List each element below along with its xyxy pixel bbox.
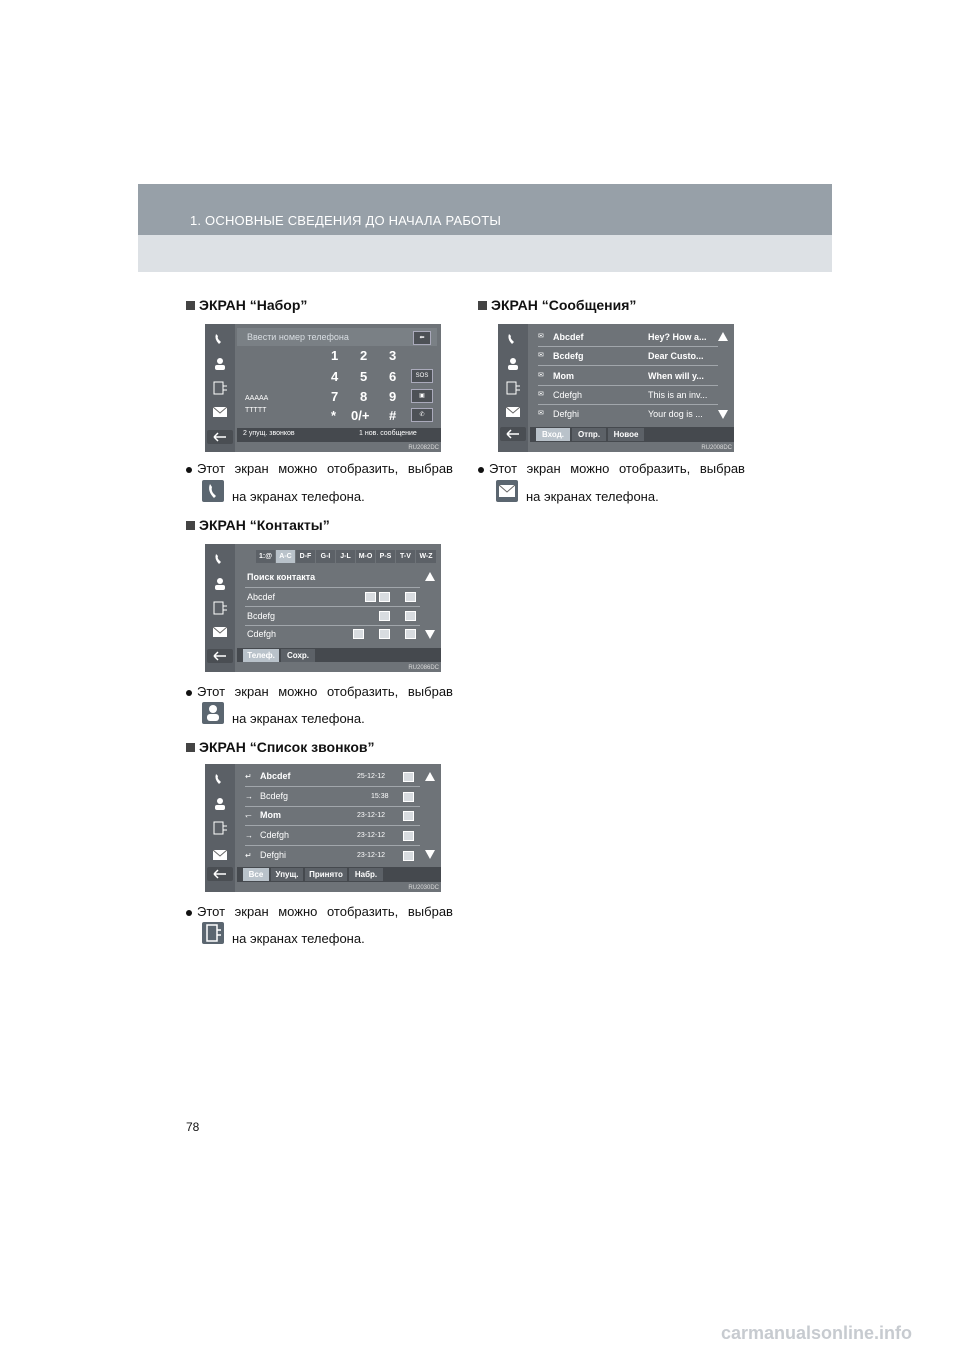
dial-bullet-text: Этот экран можно отобразить, выбрав xyxy=(186,461,453,476)
scroll-up-icon[interactable] xyxy=(718,332,728,341)
call-row-1-date: 25-12-12 xyxy=(357,773,386,780)
message-unread-icon: ✉ xyxy=(538,333,544,340)
call-detail-icon[interactable] xyxy=(403,851,414,861)
phone-icon[interactable] xyxy=(211,332,229,346)
call-history-icon[interactable] xyxy=(211,381,229,395)
key-5[interactable]: 5 xyxy=(360,369,368,384)
home-number-icon xyxy=(379,592,390,602)
section-title-dial: ЭКРАН “Набор” xyxy=(186,297,307,313)
message-icon[interactable] xyxy=(211,848,229,862)
dial-screen xyxy=(205,324,441,452)
row-divider xyxy=(245,825,420,826)
message-unread-icon: ✉ xyxy=(538,352,544,359)
msg-row-2-name[interactable]: Bcdefg xyxy=(553,351,584,361)
call-row-5-date: 23-12-12 xyxy=(357,852,386,859)
alpha-tab-p-s[interactable]: P-S xyxy=(376,550,395,563)
chapter-header xyxy=(138,184,832,235)
key-9[interactable]: 9 xyxy=(389,389,397,404)
key-7[interactable]: 7 xyxy=(331,389,339,404)
message-icon[interactable] xyxy=(211,405,229,419)
email-icon xyxy=(405,611,416,621)
key-4[interactable]: 4 xyxy=(331,369,339,384)
tab-saved[interactable]: Сохр. xyxy=(281,649,315,662)
call-history-icon[interactable] xyxy=(504,381,522,395)
tab-received[interactable]: Принято xyxy=(305,868,347,881)
key-1[interactable]: 1 xyxy=(331,348,339,363)
call-history-icon xyxy=(202,922,224,944)
row-divider xyxy=(245,606,420,607)
section-title-contacts: ЭКРАН “Контакты” xyxy=(186,517,330,533)
msg-row-4-preview: This is an inv... xyxy=(648,390,708,400)
key-hash[interactable]: # xyxy=(389,408,397,423)
msg-row-5-preview: Your dog is ... xyxy=(648,409,703,419)
image-code: RU2030DC xyxy=(408,885,439,891)
call-detail-icon[interactable] xyxy=(403,772,414,782)
sos-button[interactable]: SOS xyxy=(411,369,433,383)
row-divider xyxy=(538,346,718,347)
page-number: 78 xyxy=(186,1120,200,1134)
messages-bullet-text: Этот экран можно отобразить, выбрав xyxy=(478,461,745,476)
alpha-tab-t-v[interactable]: T-V xyxy=(396,550,415,563)
scroll-down-icon[interactable] xyxy=(425,630,435,639)
watermark: carmanualsonline.info xyxy=(720,1323,912,1343)
contact-row-1[interactable]: Abcdef xyxy=(247,592,276,602)
image-code: RU2082DC xyxy=(408,445,439,451)
back-button[interactable] xyxy=(207,867,233,881)
dial-line-1: AAAAA xyxy=(245,395,269,402)
message-unread-icon: ✉ xyxy=(538,372,544,379)
row-divider xyxy=(245,806,420,807)
bullet-dot-icon xyxy=(186,690,192,696)
incoming-call-icon: ↵ xyxy=(245,772,252,781)
phone-icon[interactable] xyxy=(211,772,229,786)
contacts-screen xyxy=(205,544,441,672)
msg-row-5-name[interactable]: Defghi xyxy=(553,409,580,419)
call-row-3-date: 23-12-12 xyxy=(357,812,386,819)
call-detail-icon[interactable] xyxy=(403,811,414,821)
missed-calls-status[interactable]: 2 упущ. звонков xyxy=(243,430,295,437)
message-icon[interactable] xyxy=(211,625,229,639)
incoming-call-icon: ↵ xyxy=(245,851,252,860)
contact-row-3[interactable]: Cdefgh xyxy=(247,629,277,639)
tab-sent[interactable]: Отпр. xyxy=(572,428,606,441)
tab-inbox[interactable]: Вход. xyxy=(536,428,570,441)
call-detail-icon[interactable] xyxy=(403,792,414,802)
back-button[interactable] xyxy=(500,427,526,441)
key-8[interactable]: 8 xyxy=(360,389,368,404)
call-row-3-name[interactable]: Mom xyxy=(260,810,281,820)
message-read-icon: ✉ xyxy=(538,410,544,417)
tab-phone[interactable]: Телеф. xyxy=(243,649,279,662)
dial-icon-caption: на экранах телефона. xyxy=(232,489,365,504)
phone-icon xyxy=(202,480,224,502)
image-code: RU2008DC xyxy=(701,445,732,451)
call-history-icon[interactable] xyxy=(211,601,229,615)
row-divider xyxy=(538,365,718,366)
tab-new[interactable]: Новое xyxy=(608,428,644,441)
call-row-2-date: 15:38 xyxy=(371,793,389,800)
message-read-icon: ✉ xyxy=(538,391,544,398)
calls-screen xyxy=(205,764,441,892)
contact-icon xyxy=(202,702,224,724)
row-divider xyxy=(538,385,718,386)
msg-row-3-name[interactable]: Mom xyxy=(553,371,574,381)
messages-tab-bar xyxy=(530,427,734,442)
backspace-button[interactable]: ⬅ xyxy=(413,331,431,345)
number-input[interactable] xyxy=(237,328,437,346)
row-divider xyxy=(245,845,420,846)
square-bullet-icon xyxy=(478,301,487,310)
scroll-up-icon[interactable] xyxy=(425,772,435,781)
mobile-number-icon xyxy=(353,629,364,639)
scroll-up-icon[interactable] xyxy=(425,572,435,581)
row-divider xyxy=(538,404,718,405)
phone-icon[interactable] xyxy=(504,332,522,346)
tab-missed[interactable]: Упущ. xyxy=(271,868,303,881)
call-detail-icon[interactable] xyxy=(403,831,414,841)
home-number-icon xyxy=(379,611,390,621)
phone-icon[interactable] xyxy=(211,552,229,566)
contact-search-button[interactable]: Поиск контакта xyxy=(247,572,316,582)
missed-call-icon: ↽ xyxy=(245,811,252,820)
outgoing-call-icon: → xyxy=(245,831,253,840)
header-band xyxy=(138,235,832,272)
alpha-tab-1[interactable]: 1:@ xyxy=(256,550,275,563)
contact-icon[interactable] xyxy=(504,357,522,371)
key-6[interactable]: 6 xyxy=(389,369,397,384)
key-2[interactable]: 2 xyxy=(360,348,368,363)
section-title-calls: ЭКРАН “Список звонков” xyxy=(186,739,375,755)
key-3[interactable]: 3 xyxy=(389,348,397,363)
dial-line-2: TTTTT xyxy=(245,407,267,414)
message-icon[interactable] xyxy=(504,405,522,419)
dial-status-bar xyxy=(237,428,441,442)
chapter-title: 1. ОСНОВНЫЕ СВЕДЕНИЯ ДО НАЧАЛА РАБОТЫ xyxy=(190,213,502,228)
outgoing-call-icon: → xyxy=(245,792,253,801)
alpha-tab-g-i[interactable]: G-I xyxy=(316,550,335,563)
call-row-2-name[interactable]: Bcdefg xyxy=(260,791,289,801)
contact-icon[interactable] xyxy=(211,797,229,811)
back-button[interactable] xyxy=(207,649,233,663)
message-icon xyxy=(496,480,518,502)
calls-bullet-text: Этот экран можно отобразить, выбрав xyxy=(186,904,453,919)
messages-icon-caption: на экранах телефона. xyxy=(526,489,659,504)
alpha-tab-w-z[interactable]: W-Z xyxy=(416,550,436,563)
call-history-icon[interactable] xyxy=(211,821,229,835)
call-button[interactable]: ✆ xyxy=(411,408,433,422)
contact-icon[interactable] xyxy=(211,577,229,591)
scroll-down-icon[interactable] xyxy=(425,850,435,859)
call-row-4-name[interactable]: Cdefgh xyxy=(260,830,290,840)
bullet-dot-icon xyxy=(186,467,192,473)
scroll-down-icon[interactable] xyxy=(718,410,728,419)
alpha-tab-d-f[interactable]: D-F xyxy=(296,550,315,563)
call-row-1-name[interactable]: Abcdef xyxy=(260,771,291,781)
calls-icon-caption: на экранах телефона. xyxy=(232,931,365,946)
voicemail-button[interactable]: ▣ xyxy=(411,389,433,403)
image-code: RU2086DC xyxy=(408,665,439,671)
tab-dialed[interactable]: Набр. xyxy=(349,868,383,881)
key-zero-plus[interactable]: 0/+ xyxy=(351,408,370,423)
square-bullet-icon xyxy=(186,521,195,530)
new-message-status[interactable]: 1 нов. сообщение xyxy=(359,430,417,437)
number-input-placeholder: Ввести номер телефона xyxy=(247,332,349,342)
msg-row-2-preview: Dear Custo... xyxy=(648,351,704,361)
msg-row-1-preview: Hey? How a... xyxy=(648,332,707,342)
contacts-bullet-text: Этот экран можно отобразить, выбрав xyxy=(186,684,453,699)
alpha-tab-a-c[interactable]: A-C xyxy=(276,550,295,563)
email-icon xyxy=(405,629,416,639)
key-star[interactable]: * xyxy=(331,408,337,423)
email-icon xyxy=(405,592,416,602)
row-divider xyxy=(245,625,420,626)
square-bullet-icon xyxy=(186,301,195,310)
call-row-4-date: 23-12-12 xyxy=(357,832,386,839)
contact-row-2[interactable]: Bcdefg xyxy=(247,611,276,621)
home-number-icon xyxy=(379,629,390,639)
section-title-messages: ЭКРАН “Сообщения” xyxy=(478,297,636,313)
msg-row-4-name[interactable]: Cdefgh xyxy=(553,390,583,400)
mobile-number-icon xyxy=(365,592,376,602)
contacts-tab-bar xyxy=(237,648,441,662)
bullet-dot-icon xyxy=(186,910,192,916)
alpha-tab-m-o[interactable]: M-O xyxy=(356,550,375,563)
row-divider xyxy=(245,587,420,588)
messages-screen xyxy=(498,324,734,452)
bullet-dot-icon xyxy=(478,467,484,473)
alpha-tab-j-l[interactable]: J-L xyxy=(336,550,355,563)
msg-row-3-preview: When will y... xyxy=(648,371,704,381)
back-button[interactable] xyxy=(207,430,233,444)
row-divider xyxy=(245,786,420,787)
contacts-icon-caption: на экранах телефона. xyxy=(232,711,365,726)
call-row-5-name[interactable]: Defghi xyxy=(260,850,287,860)
calls-tab-bar xyxy=(237,867,441,882)
tab-all[interactable]: Все xyxy=(243,868,269,881)
contact-icon[interactable] xyxy=(211,357,229,371)
square-bullet-icon xyxy=(186,743,195,752)
msg-row-1-name[interactable]: Abcdef xyxy=(553,332,584,342)
